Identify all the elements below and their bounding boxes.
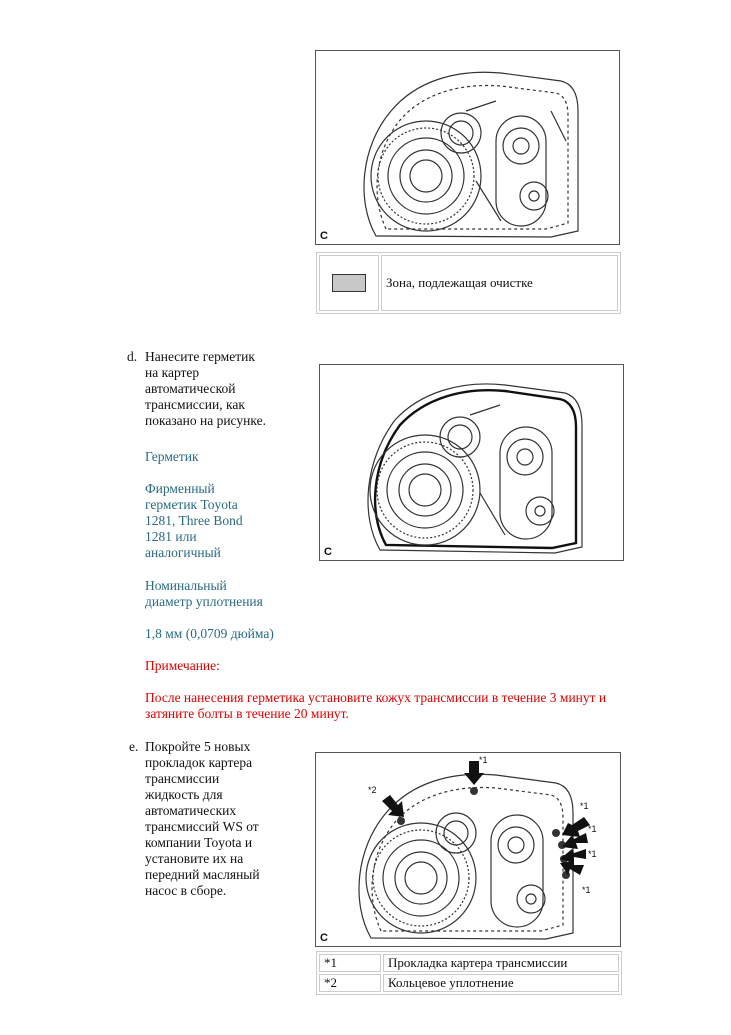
figure-code: C — [324, 546, 332, 558]
callout-label: *1 — [588, 824, 597, 834]
legend-swatch-cell — [319, 255, 379, 311]
step-d-instruction — [145, 349, 266, 429]
text-line: компании Toyota и — [145, 835, 253, 850]
text-line: прокладок картера — [145, 755, 253, 770]
text-line: аналогичный — [145, 545, 221, 560]
callout-label: *1 — [582, 885, 591, 895]
text-line: Фирменный — [145, 481, 215, 496]
sealant-heading: Герметик — [145, 449, 199, 464]
transmission-case-sealant-drawing — [320, 365, 623, 560]
text-line: После нанесения герметика установите кожух трансмиссии в течение 3 минут и — [145, 690, 607, 705]
legend-label: Кольцевое уплотнение — [383, 974, 619, 992]
text-line: автоматической — [145, 381, 236, 396]
step-e-instruction — [145, 739, 260, 899]
text-line: насос в сборе. — [145, 883, 227, 898]
text-line: установите их на — [145, 851, 244, 866]
note-heading: Примечание: — [145, 658, 220, 673]
text-line: Нанесите герметик — [145, 349, 255, 364]
step-e-letter: e. — [129, 739, 139, 754]
note-text — [145, 690, 606, 722]
text-line: диаметр уплотнения — [145, 594, 263, 609]
legend-label: Зона, подлежащая очистке — [381, 255, 618, 311]
figure-gasket-installation — [315, 752, 621, 947]
legend-label: Прокладка картера трансмиссии — [383, 954, 619, 972]
text-line: 1281 или — [145, 529, 197, 544]
text-line: показано на рисунке. — [145, 413, 266, 428]
figure-code: C — [320, 932, 328, 944]
legend-key: *2 — [319, 974, 381, 992]
step-d-letter: d. — [127, 349, 138, 364]
text-line: автоматических — [145, 803, 237, 818]
text-line: затяните болты в течение 20 минут. — [145, 706, 349, 721]
clean-area-swatch — [332, 274, 366, 292]
legend-table — [316, 252, 621, 314]
diameter-heading — [145, 578, 263, 610]
text-line: герметик Toyota — [145, 497, 238, 512]
callout-label: *1 — [479, 755, 488, 765]
callout-label: *2 — [368, 785, 377, 795]
diameter-value: 1,8 мм (0,0709 дюйма) — [145, 626, 274, 641]
text-line: на картер — [145, 365, 200, 380]
arrow-icons — [382, 761, 590, 875]
text-line: трансмиссии, как — [145, 397, 245, 412]
table-row — [319, 954, 619, 972]
text-line: Покройте 5 новых — [145, 739, 251, 754]
callout-legend-table — [316, 951, 622, 995]
callout-label: *1 — [580, 801, 589, 811]
text-line: передний масляный — [145, 867, 260, 882]
transmission-case-drawing — [316, 51, 619, 244]
callout-label: *1 — [588, 849, 597, 859]
text-line: Номинальный — [145, 578, 227, 593]
text-line: трансмиссий WS от — [145, 819, 259, 834]
figure-sealant-application — [319, 364, 624, 561]
figure-transmission-case-cleaning — [315, 50, 620, 245]
text-line: жидкость для — [145, 787, 223, 802]
sealant-spec — [145, 481, 243, 561]
figure-code: C — [320, 230, 328, 242]
legend-key: *1 — [319, 954, 381, 972]
transmission-gasket-drawing — [316, 753, 620, 946]
text-line: трансмиссии — [145, 771, 220, 786]
text-line: 1281, Three Bond — [145, 513, 243, 528]
table-row — [319, 974, 619, 992]
